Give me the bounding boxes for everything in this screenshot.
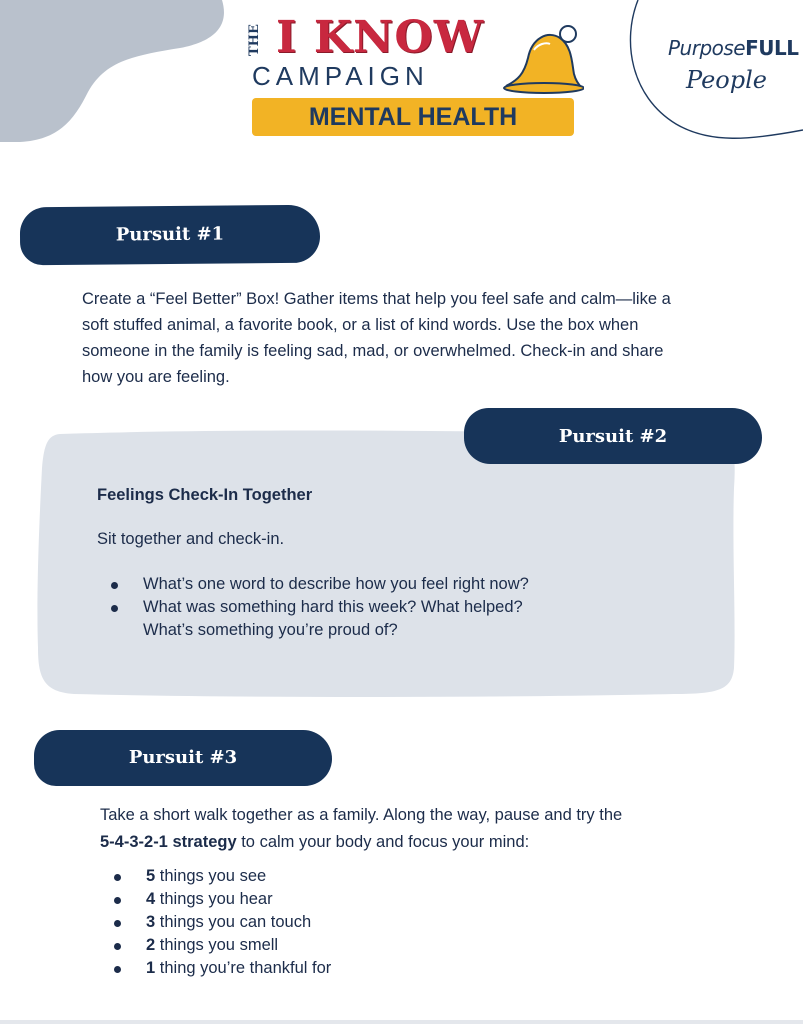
list-item [100,911,600,934]
bullet-icon [111,605,118,612]
bullet-icon [114,920,121,927]
pursuit-2-title: Feelings Check-In Together [97,486,313,504]
pursuit-2-question-list [97,573,657,642]
pursuit-3-label: Pursuit #3 [34,730,332,786]
senses-list [100,865,600,980]
question-text: What’s something you’re proud of? [143,621,398,639]
item-number: 1 [146,959,156,977]
campaign-logo [248,14,588,138]
item-text: things you smell [155,936,279,954]
brand-people-text: People [686,66,767,94]
logo-the-text: THE [247,24,262,56]
item-number: 5 [146,867,156,885]
decorative-blob [0,0,230,145]
pursuit-3-text [100,802,720,856]
pursuit-1-label: Pursuit #1 [20,205,320,266]
strategy-name: 5-4-3-2-1 strategy [100,833,237,851]
pursuit-3-text-before: Take a short walk together as a family. Along the way, pause and try the [100,806,623,824]
pursuit-2-label: Pursuit #2 [464,408,762,464]
item-text: things you see [155,867,267,885]
bullet-icon [111,582,118,589]
list-item [100,865,600,888]
brand-purpose-text: Purpose [668,36,746,60]
bullet-icon [114,943,121,950]
question-text: What’s one word to describe how you feel right now? [143,575,529,593]
bullet-icon [114,874,121,881]
bell-icon [498,22,584,94]
list-item [100,934,600,957]
brand-line-1 [668,36,799,60]
logo-campaign-text: CAMPAIGN [252,61,429,91]
pursuit-1-text: Create a “Feel Better” Box! Gather items that help you feel safe and calm—like a soft stuffed animal, a favorite book, or a list of kind words. Use the box when someone in the family is feeling sad, mad, or overwhelmed. Check-in and share how you are feeling. [82,290,671,386]
page-bottom-divider [0,1020,803,1024]
purposefull-people-logo [620,0,803,150]
logo-i-know-text: I KNOW [276,12,485,63]
item-number: 2 [146,936,156,954]
pursuit-2-panel [34,428,738,698]
mental-health-banner: MENTAL HEALTH [252,98,574,136]
item-number: 3 [146,913,156,931]
item-text: thing you’re thankful for [155,959,332,977]
item-number: 4 [146,890,156,908]
list-item [100,957,600,980]
item-text: things you hear [155,890,273,908]
list-item [97,596,657,642]
bullet-icon [114,897,121,904]
list-item [97,573,657,596]
pursuit-2-intro: Sit together and check-in. [97,530,285,548]
question-text: What was something hard this week? What helped? [143,598,523,616]
list-item [100,888,600,911]
bullet-icon [114,966,121,973]
brand-full-text: FULL [745,36,799,60]
item-text: things you can touch [155,913,312,931]
pursuit-3-text-after: to calm your body and focus your mind: [236,833,530,851]
